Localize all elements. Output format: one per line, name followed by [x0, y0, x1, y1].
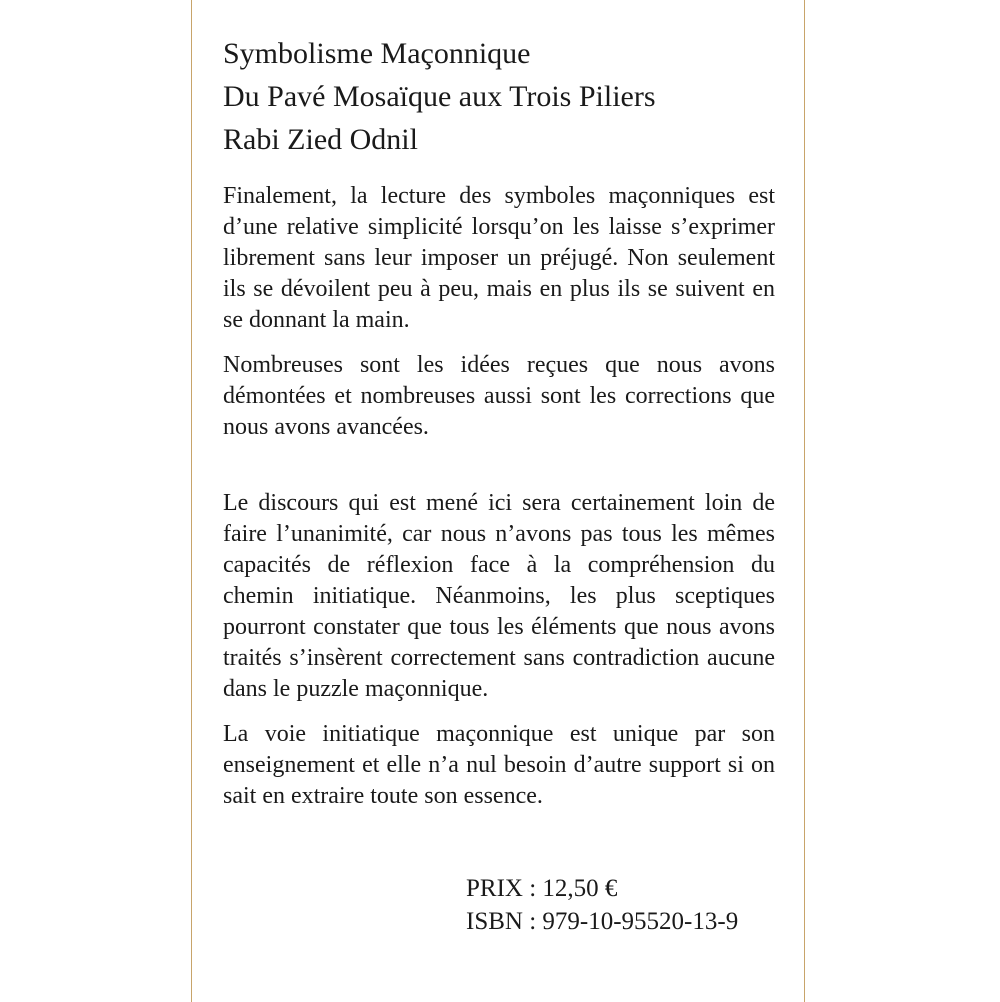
- book-author: Rabi Zied Odnil: [223, 123, 418, 156]
- blurb-paragraph-1: Finalement, la lecture des symboles maçonniques est d’une relative simplicité lorsqu’on les laisse s’exprimer librement sans leur imposer un préjugé. Non seulement ils se dévoilent peu à peu, mais en plus ils se suivent en se donnant la main.: [223, 183, 775, 333]
- price-label: PRIX : 12,50 €: [466, 875, 618, 902]
- book-subtitle: Du Pavé Mosaïque aux Trois Piliers: [223, 80, 656, 113]
- isbn-label: ISBN : 979-10-95520-13-9: [466, 908, 739, 935]
- back-cover: [191, 0, 805, 1002]
- book-title: Symbolisme Maçonnique: [223, 37, 531, 70]
- blurb-paragraph-4: La voie initiatique maçonnique est unique par son enseignement et elle n’a nul besoin d’autre support si on sait en extraire toute son essence.: [223, 721, 775, 809]
- blurb-paragraph-3: Le discours qui est mené ici sera certainement loin de faire l’unanimité, car nous n’avons pas tous les mêmes capacités de réflexion face à la compréhension du chemin initiatique. Néanmoins, les plus sceptiques pourront constater que tous les éléments que nous avons traités s’insèrent correctement sans contradiction aucune dans le puzzle maçonnique.: [223, 490, 775, 702]
- cover-header: [223, 32, 783, 161]
- blurb-paragraph-2: Nombreuses sont les idées reçues que nous avons démontées et nombreuses aussi sont les corrections que nous avons avancées.: [223, 352, 775, 440]
- price-isbn-block: [466, 872, 738, 938]
- blurb: [223, 181, 775, 812]
